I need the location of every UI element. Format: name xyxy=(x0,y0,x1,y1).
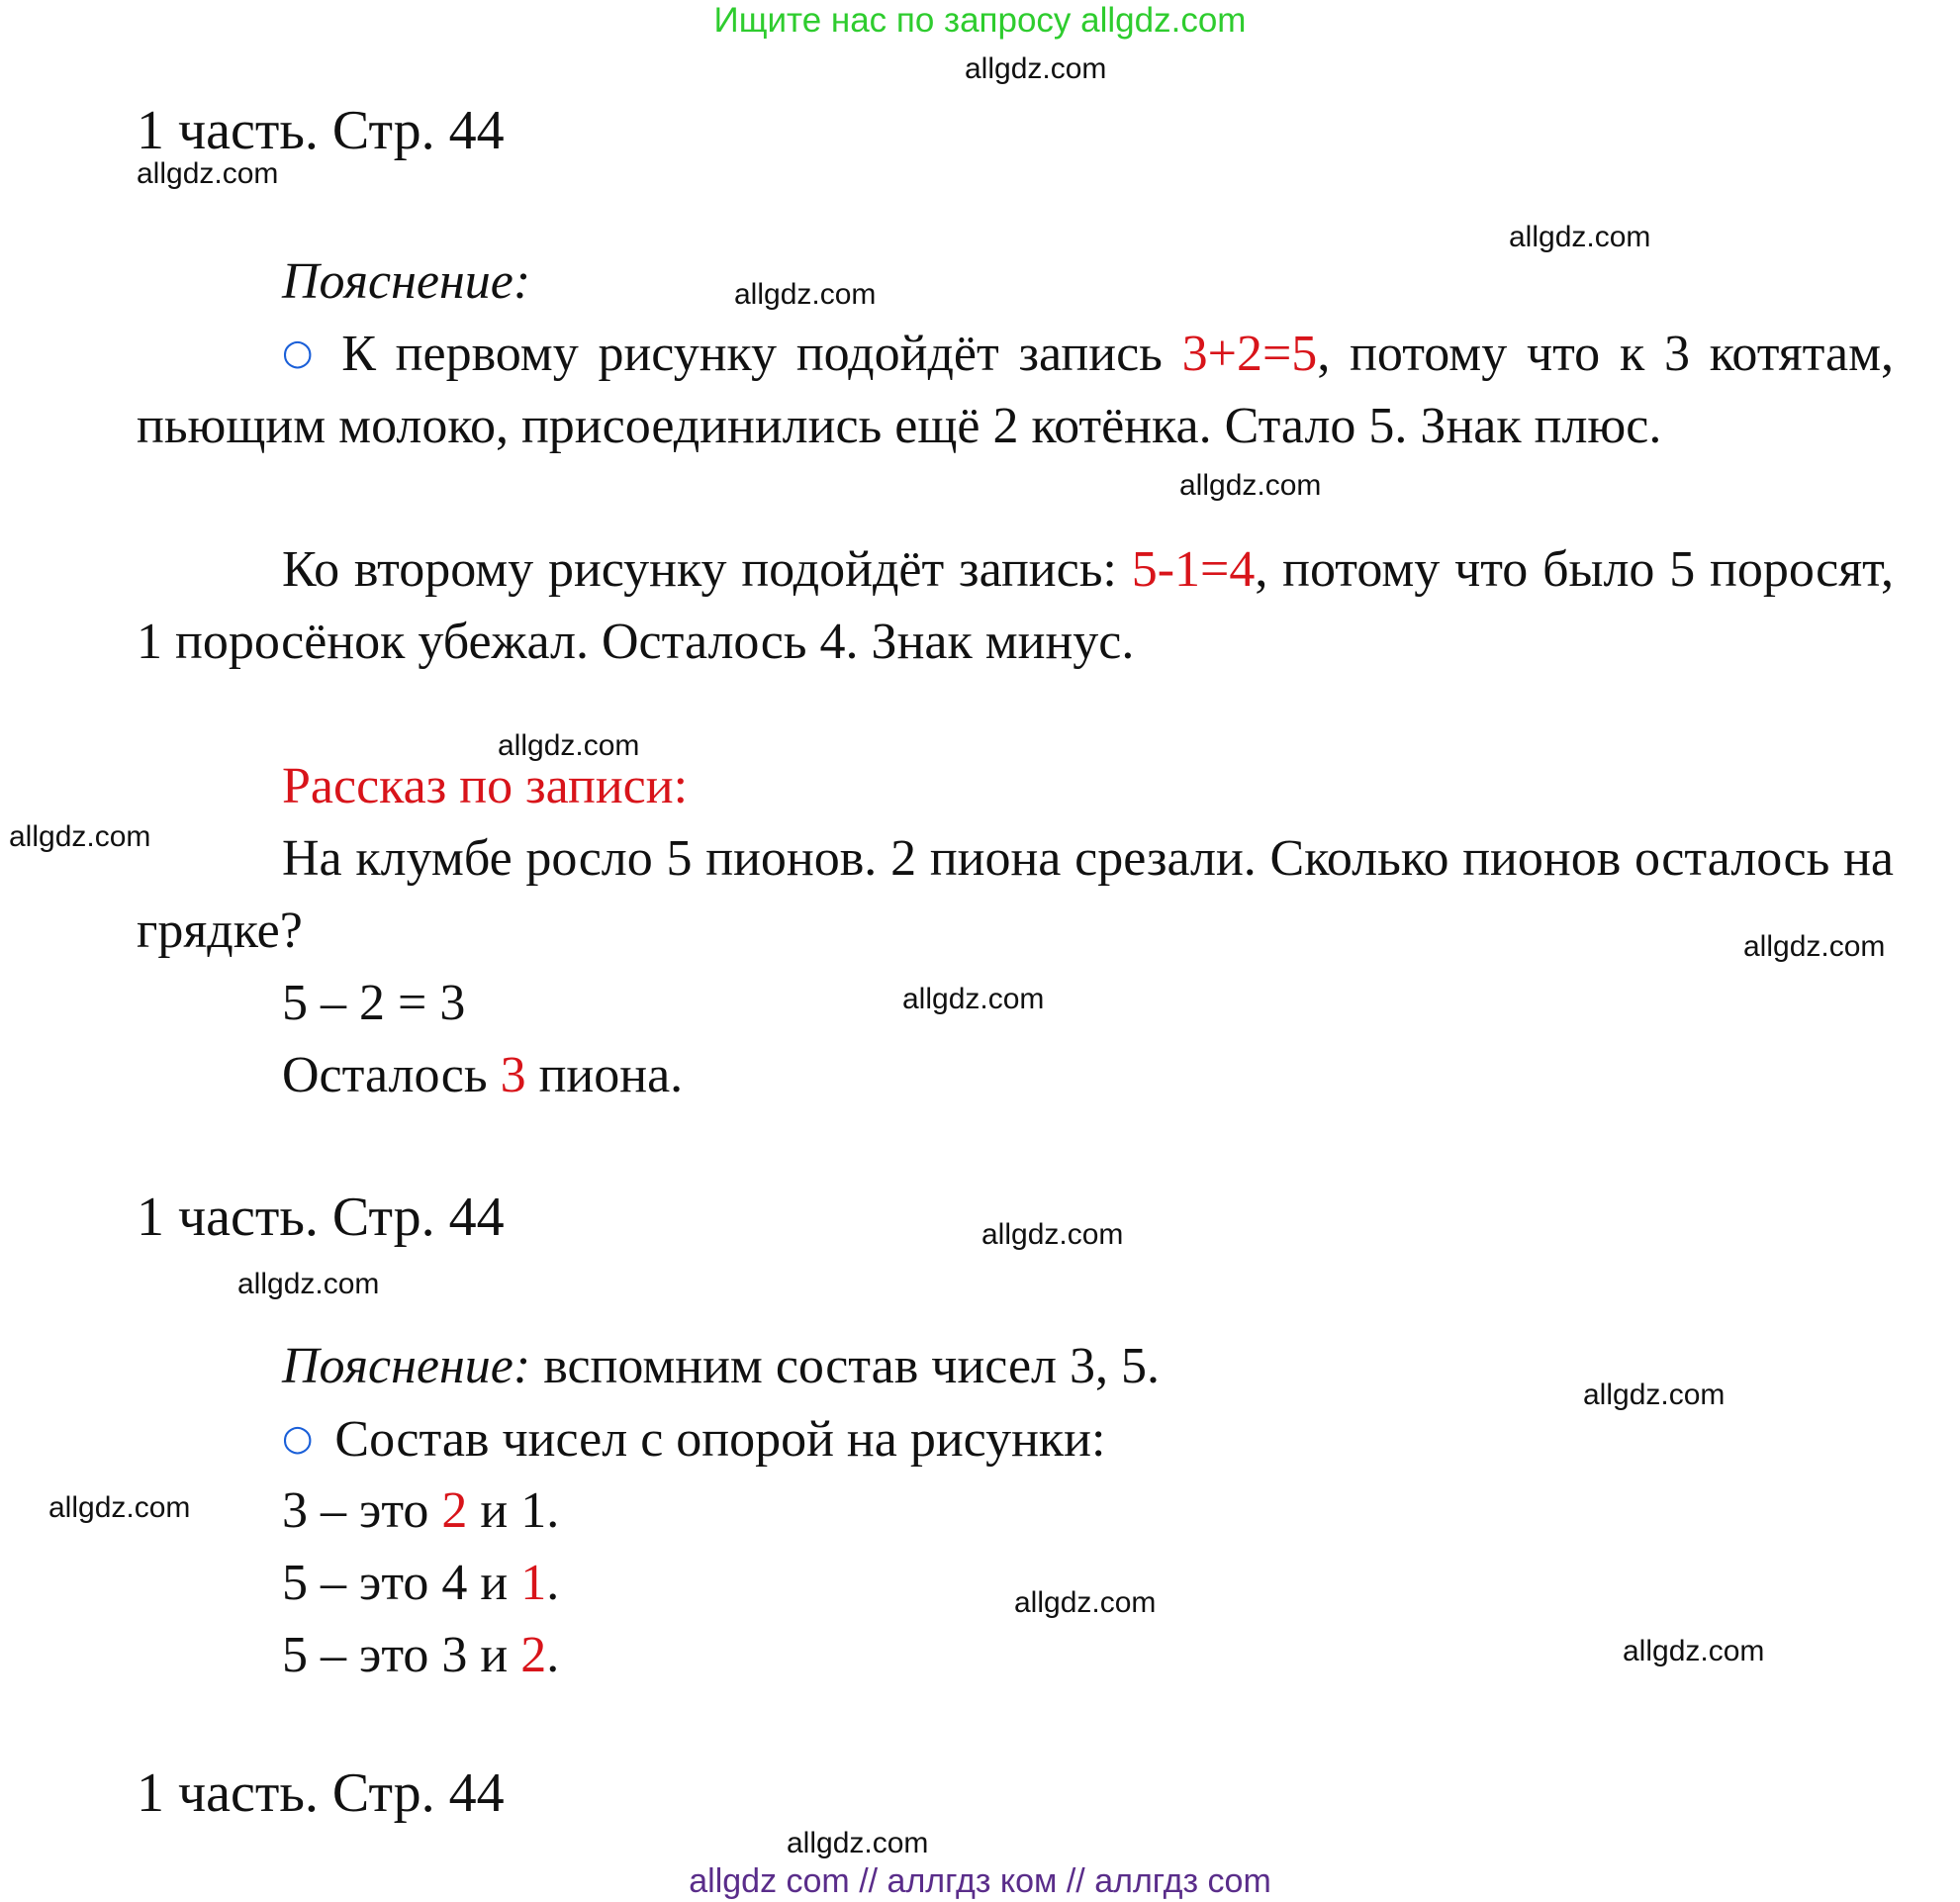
explanation-label: Пояснение: xyxy=(282,1338,531,1394)
explanation-paragraph-2: Ко второму рисунку подойдёт запись: 5-1=4, потому что было 5 поросят, 1 поросёнок убежал. Осталось 4. Знак минус. xyxy=(137,541,1894,670)
watermark: allgdz.com xyxy=(1623,1635,1765,1667)
section-heading: 1 часть. Стр. 44 xyxy=(137,100,505,161)
formula: 3+2=5 xyxy=(1181,326,1318,382)
watermark: allgdz.com xyxy=(1743,930,1886,963)
explanation-label: Пояснение: xyxy=(282,253,531,310)
composition-row: 5 – это 3 и 2. xyxy=(282,1627,560,1683)
explanation-line: Пояснение: вспомним состав чисел 3, 5. xyxy=(282,1338,1161,1394)
watermark: allgdz.com xyxy=(965,52,1107,85)
composition-row: 5 – это 4 и 1. xyxy=(282,1555,560,1611)
watermark: allgdz.com xyxy=(498,729,640,762)
section-heading: 1 часть. Стр. 44 xyxy=(137,1762,505,1824)
answer-line: Осталось 3 пиона. xyxy=(282,1047,684,1103)
bullet-line: ○ Состав чисел с опорой на рисунки: xyxy=(282,1411,1106,1468)
answer-value: 3 xyxy=(500,1047,526,1103)
watermark: allgdz.com xyxy=(981,1218,1124,1251)
circle-bullet-icon: ○ xyxy=(282,1418,314,1459)
watermark: allgdz.com xyxy=(137,157,279,190)
watermark: allgdz.com xyxy=(1583,1379,1726,1411)
story-paragraph: На клумбе росло 5 пионов. 2 пиона срезали. Сколько пионов осталось на грядке? xyxy=(137,830,1894,959)
watermark: allgdz.com xyxy=(734,278,877,311)
story-label: Рассказ по записи: xyxy=(282,758,689,814)
formula: 5-1=4 xyxy=(1131,541,1256,598)
equation: 5 – 2 = 3 xyxy=(282,975,466,1031)
watermark: allgdz.com xyxy=(237,1268,380,1300)
footer-links: allgdz com // аллгдз ком // аллгдз com xyxy=(689,1862,1271,1900)
section-heading: 1 часть. Стр. 44 xyxy=(137,1187,505,1248)
composition-row: 3 – это 2 и 1. xyxy=(282,1482,560,1539)
watermark: allgdz.com xyxy=(902,983,1045,1015)
watermark: allgdz.com xyxy=(1179,469,1322,502)
circle-bullet-icon: ○ xyxy=(282,333,321,373)
watermark: allgdz.com xyxy=(1014,1586,1157,1619)
top-banner: Ищите нас по запросу allgdz.com xyxy=(713,1,1247,40)
watermark: allgdz.com xyxy=(787,1827,929,1859)
watermark: allgdz.com xyxy=(48,1491,191,1524)
explanation-paragraph-1: ○ К первому рисунку подойдёт запись 3+2=5, потому что к 3 котятам, пьющим молоко, присоединились ещё 2 котёнка. Стало 5. Знак плюс. xyxy=(137,326,1895,454)
watermark: allgdz.com xyxy=(1509,221,1651,253)
watermark: allgdz.com xyxy=(9,820,151,853)
